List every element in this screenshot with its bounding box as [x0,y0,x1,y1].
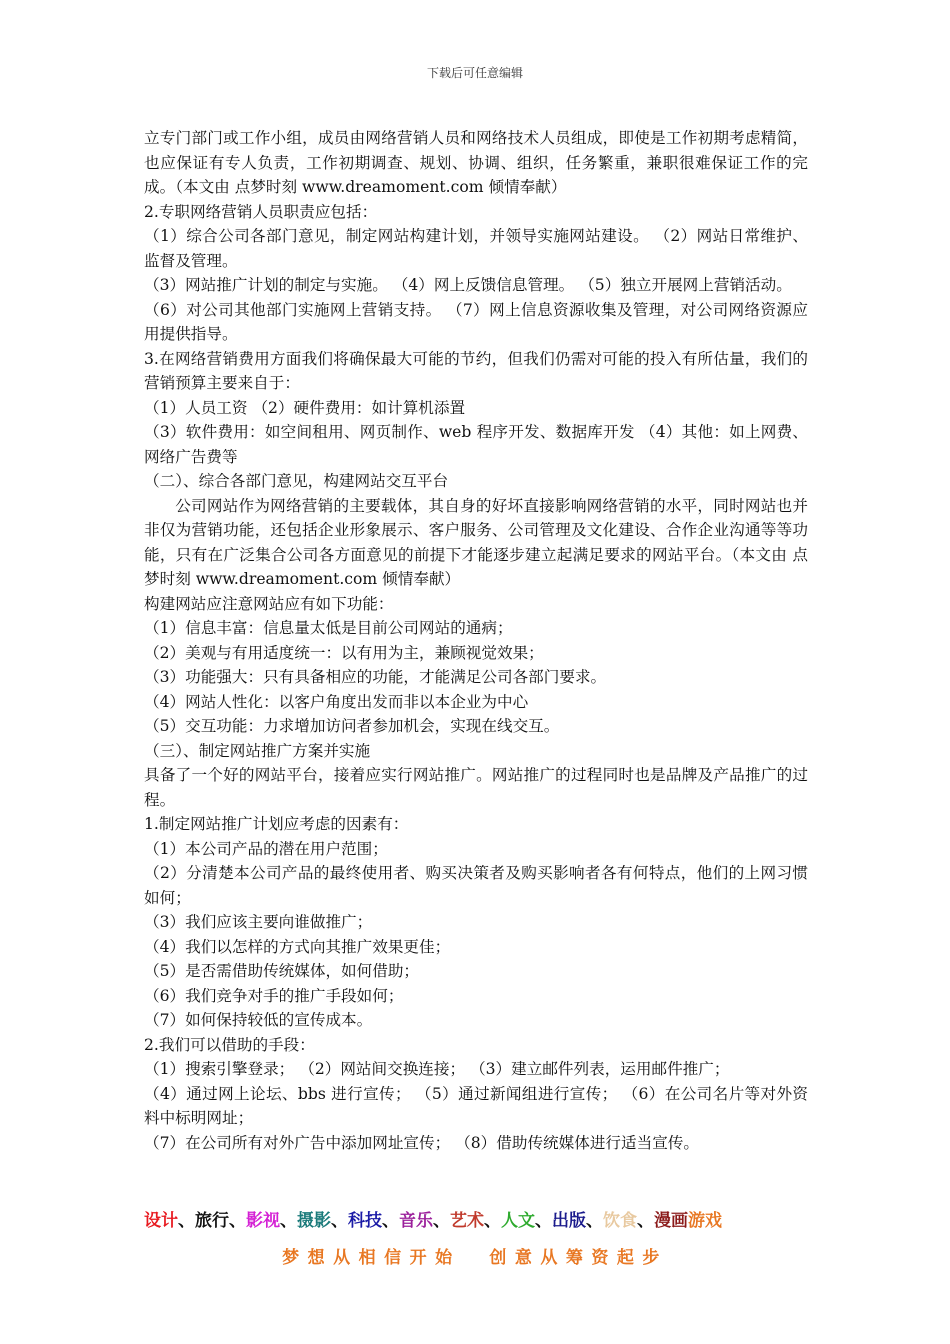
paragraph: （3）功能强大：只有具备相应的功能，才能满足公司各部门要求。 [144,668,607,686]
category-word: 、 [535,1211,552,1231]
category-banner [144,1206,844,1231]
paragraph: （1）本公司产品的潜在用户范围； [144,839,388,858]
paragraph: （三）、制定网站推广方案并实施 [144,741,371,760]
category-word: 人文 [501,1211,535,1231]
category-word: 、 [178,1211,195,1231]
category-word: 摄影 [297,1211,331,1231]
paragraph: （4）我们以怎样的方式向其推广效果更佳； [144,937,451,956]
category-word: 饮食 [603,1211,637,1231]
page-header: 下载后可任意编辑 [426,66,523,80]
paragraph: （1）搜索引擎登录； （2）网站间交换连接； （3）建立邮件列表，运用邮件推广； [144,1060,730,1078]
paragraph: （6）我们竞争对手的推广手段如何； [144,986,404,1005]
slogan: 梦想从相信开始 创意从筹资起步 [282,1248,668,1268]
paragraph: （6）对公司其他部门实施网上营销支持。 （7）网上信息资源收集及管理，对公司网络资源应用提供指导。 [144,300,808,343]
paragraph: 具备了一个好的网站平台，接着应实行网站推广。网站推广的过程同时也是品牌及产品推广的过程。 [144,766,808,809]
category-word: 、 [637,1211,654,1231]
category-word: 科技 [348,1211,382,1231]
category-word: 漫画 [654,1211,688,1231]
paragraph: （2）分清楚本公司产品的最终使用者、购买决策者及购买影响者各有何特点，他们的上网习惯如何； [144,864,808,907]
paragraph: （3）网站推广计划的制定与实施。 （4）网上反馈信息管理。 （5）独立开展网上营销活动。 [144,276,792,294]
category-word: 旅行 [195,1211,229,1231]
paragraph: 2.我们可以借助的手段： [144,1035,315,1054]
category-word: 音乐 [399,1211,433,1231]
category-word: 、 [484,1211,501,1231]
paragraph: 构建网站应注意网站应有如下功能： [144,594,394,613]
paragraph: 立专门部门或工作小组，成员由网络营销人员和网络技术人员组成，即使是工作初期考虑精简，也应保证有专人负责，工作初期调查、规划、协调、组织，任务繁重，兼职很难保证工作的完成。（本文由 点梦时刻 www.dreamoment.com 倾情奉献） [144,129,808,196]
paragraph: 1.制定网站推广计划应考虑的因素有： [144,815,409,833]
category-word: 出版 [552,1211,586,1231]
paragraph: （3）我们应该主要向谁做推广； [144,913,373,931]
category-word: 影视 [246,1211,280,1231]
category-word: 艺术 [450,1211,484,1231]
paragraph: 2.专职网络营销人员职责应包括： [144,202,378,221]
paragraph: （7）在公司所有对外广告中添加网址宣传； （8）借助传统媒体进行适当宣传。 [144,1133,699,1152]
category-word: 、 [586,1211,603,1231]
category-word: 、 [382,1211,399,1231]
category-word: 、 [229,1211,246,1231]
paragraph: （1）综合公司各部门意见，制定网站构建计划，并领导实施网站建设。 （2）网站日常维护、监督及管理。 [144,227,808,270]
paragraph: （1）信息丰富：信息量太低是目前公司网站的通病； [144,619,513,637]
paragraph: （7）如何保持较低的宣传成本。 [144,1011,373,1029]
paragraph: 3.在网络营销费用方面我们将确保最大可能的节约，但我们仍需对可能的投入有所估量，我们的营销预算主要来自于： [144,349,808,392]
category-word: 、 [280,1211,297,1231]
category-word: 、 [433,1211,450,1231]
paragraph: （1）人员工资 （2）硬件费用：如计算机添置 [144,398,466,417]
category-word: 、 [331,1211,348,1231]
category-word: 游戏 [688,1211,722,1231]
category-word: 设计 [144,1211,178,1231]
paragraph: （3）软件费用：如空间租用、网页制作、web 程序开发、数据库开发 （4）其他：如上网费、网络广告费等 [144,423,808,466]
paragraph: 公司网站作为网络营销的主要载体，其自身的好坏直接影响网络营销的水平，同时网站也并非仅为营销功能，还包括企业形象展示、客户服务、公司管理及文化建设、合作企业沟通等等功能，只有在广泛集合公司各方面意见的前提下才能逐步建立起满足要求的网站平台。（本文由 点梦时刻 www.dreamoment.com 倾情奉献） [144,496,808,588]
paragraph: （4）网站人性化：以客户角度出发而非以本企业为中心 [144,692,529,711]
paragraph: （5）是否需借助传统媒体，如何借助； [144,962,420,980]
paragraph: （4）通过网上论坛、bbs 进行宣传； （5）通过新闻组进行宣传； （6）在公司名片等对外资料中标明网址； [144,1084,808,1127]
document-body [144,126,808,1155]
paragraph: （5）交互功能：力求增加访问者参加机会，实现在线交互。 [144,717,560,735]
paragraph: （二）、综合各部门意见，构建网站交互平台 [144,472,449,490]
paragraph: （2）美观与有用适度统一：以有用为主，兼顾视觉效果； [144,643,544,662]
